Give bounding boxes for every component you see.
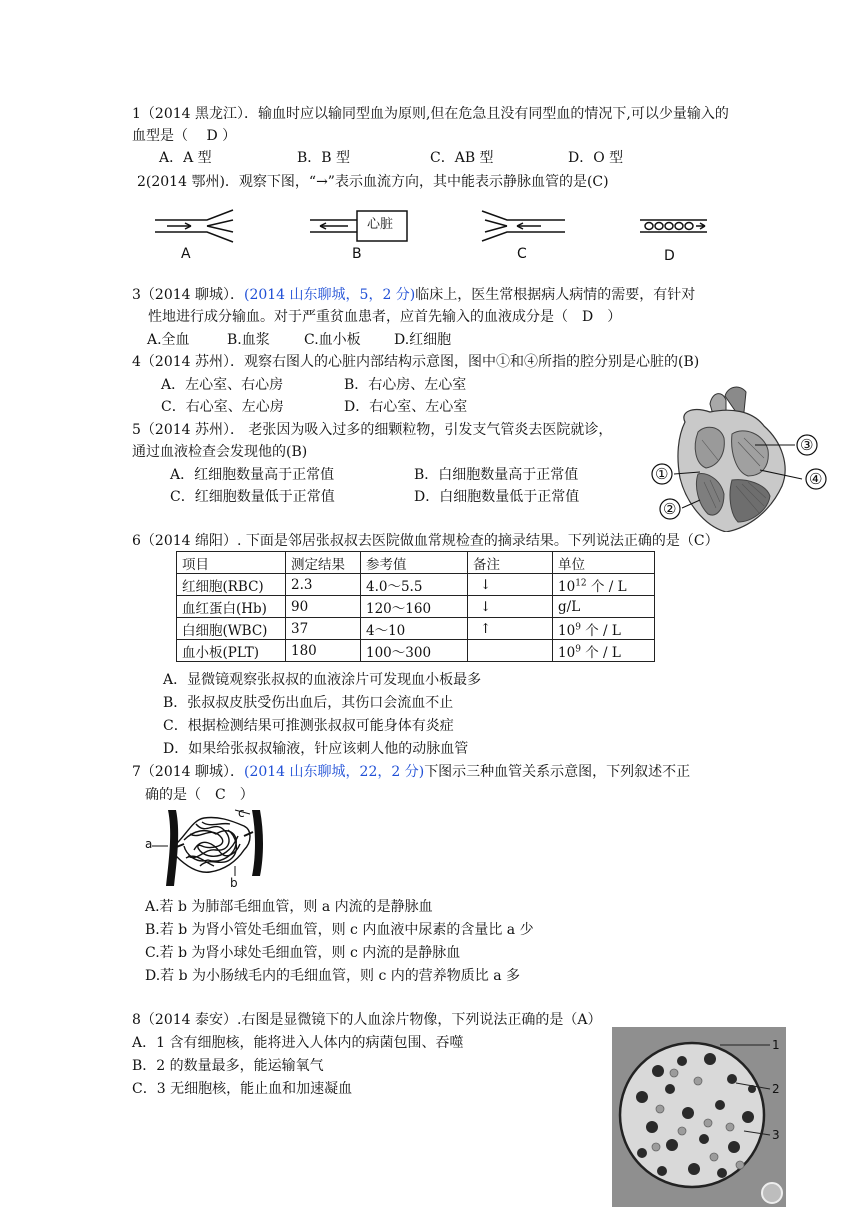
q2-label-a: A: [181, 246, 191, 262]
table-cell-unit: [553, 618, 655, 640]
table-cell-ref: 100～300: [361, 640, 468, 662]
table-row: [177, 640, 655, 662]
vessel-c-shape: [482, 211, 565, 241]
heart-label-4: ④: [809, 470, 823, 488]
q8-option-c: C．3 无细胞核，能止血和加速凝血: [132, 1081, 353, 1097]
blood-test-table: [176, 551, 655, 662]
q8-option-b: B．2 的数量最多，能运输氧气: [132, 1058, 324, 1074]
q5-option-a: A．红细胞数量高于正常值: [170, 467, 335, 483]
q7-fig-label-c: c: [238, 806, 245, 820]
q7-fig-label-a: a: [145, 837, 153, 851]
table-cell-note: [468, 640, 553, 662]
q7-prefix: 7（2014 聊城）．: [132, 764, 244, 780]
table-cell-unit: [553, 574, 655, 596]
table-cell-result: 90: [286, 596, 361, 618]
q7-stem-rest: 下图示三种血管关系示意图，下列叙述不正: [424, 764, 691, 780]
table-header: 参考值: [361, 552, 468, 574]
q1-stem-line1: 1（2014 黑龙江）．输血时应以输同型血为原则,但在危急且没有同型血的情况下,可以少量输入的: [132, 106, 729, 122]
table-cell-unit: [553, 640, 655, 662]
q2-stem: 2(2014 鄂州)．观察下图，“→”表示血流方向，其中能表示静脉血管的是(C): [137, 174, 609, 190]
vessel-d-shape: [640, 220, 707, 232]
table-cell-item: 血红蛋白(Hb): [177, 596, 286, 618]
q3-option-a: A.全血: [147, 332, 190, 348]
table-cell-unit: [553, 596, 655, 618]
q5-stem-line1: 5（2014 苏州）． 老张因为吸入过多的细颗粒物，引发支气管炎去医院就诊，: [132, 422, 613, 438]
q8-fig-label-1: 1: [772, 1038, 780, 1052]
q6-option-a: A．显微镜观察张叔叔的血液涂片可发现血小板最多: [163, 672, 482, 688]
q7-fig-label-b: b: [230, 876, 238, 890]
table-cell-item: 白细胞(WBC): [177, 618, 286, 640]
table-row: [177, 618, 655, 640]
q2-label-b: B: [352, 246, 362, 262]
capillary-network: [174, 817, 250, 872]
unit-rest: 个 / L: [590, 578, 627, 595]
table-cell-result: 2.3: [286, 574, 361, 596]
unit-exponent: 9: [575, 622, 581, 632]
q5-stem-line2: 通过血液检查会发现他的(B): [132, 444, 308, 460]
q7-option-d: D.若 b 为小肠绒毛内的毛细血管，则 c 内的营养物质比 a 多: [145, 968, 521, 984]
q2-vessel-figure: [145, 208, 725, 266]
q5-option-b: B．白细胞数量高于正常值: [414, 467, 579, 483]
unit-rest: 个 / L: [585, 622, 621, 639]
q3-option-c: C.血小板: [304, 332, 361, 348]
table-cell-ref: 120～160: [361, 596, 468, 618]
q3-option-d: D.红细胞: [394, 332, 452, 348]
unit-base: 10: [558, 644, 576, 661]
q2-label-d: D: [664, 248, 675, 264]
q7-blood-vessel-figure: [140, 806, 280, 890]
table-cell-item: 血小板(PLT): [177, 640, 286, 662]
q3-prefix: 3（2014 聊城）．: [132, 287, 244, 303]
blood-smear-micrograph: [612, 1027, 786, 1207]
table-cell-result: 37: [286, 618, 361, 640]
heart-box-label: 心脏: [367, 217, 394, 232]
unit-base: 10: [558, 578, 576, 595]
q8-option-a: A．1 含有细胞核，能将进入人体内的病菌包围、吞噬: [132, 1035, 464, 1051]
table-cell-note: ↓: [468, 596, 553, 618]
table-cell-result: 180: [286, 640, 361, 662]
q1-option-d: D．O 型: [568, 150, 624, 166]
q1-stem-line2: 血型是（ D ）: [132, 128, 237, 144]
table-cell-note: ↓: [468, 574, 553, 596]
q7-source: (2014 山东聊城，22，2 分): [244, 764, 425, 780]
q8-fig-label-2: 2: [772, 1082, 780, 1096]
q7-stem-line2: 确的是（ C ）: [145, 787, 254, 803]
unit-base: 10: [558, 622, 576, 639]
table-header: 备注: [468, 552, 553, 574]
q6-option-d: D．如果给张叔叔输液，针应该刺人他的动脉血管: [163, 741, 469, 757]
q8-stem: 8（2014 泰安）.右图是显微镜下的人血涂片物像，下列说法正确的是（A）: [132, 1012, 602, 1028]
q3-stem-line1: [132, 285, 695, 305]
table-header: 项目: [177, 552, 286, 574]
table-row: [177, 596, 655, 618]
q1-option-c: C．AB 型: [430, 150, 494, 166]
q5-option-d: D．白细胞数量低于正常值: [414, 489, 580, 505]
q3-stem-rest: 临床上，医生常根据病人病情的需要，有针对: [415, 287, 696, 303]
unit-exponent: 9: [575, 644, 581, 654]
q4-option-a: A．左心室、右心房: [161, 377, 284, 393]
q7-stem-line1: [132, 762, 690, 782]
q7-option-a: A.若 b 为肺部毛细血管，则 a 内流的是静脉血: [145, 899, 433, 915]
q3-source: (2014 山东聊城，5，2 分): [244, 287, 416, 303]
q1-option-b: B．B 型: [297, 150, 351, 166]
table-cell-ref: 4.0～5.5: [361, 574, 468, 596]
unit-rest: 个 / L: [585, 644, 621, 661]
table-cell-item: 红细胞(RBC): [177, 574, 286, 596]
unit-exponent: 12: [575, 578, 587, 588]
table-cell-ref: 4～10: [361, 618, 468, 640]
table-row: [177, 574, 655, 596]
q3-option-b: B.血浆: [227, 332, 270, 348]
q4-option-d: D．右心室、左心室: [344, 399, 468, 415]
table-header: 测定结果: [286, 552, 361, 574]
table-header-row: [177, 552, 655, 574]
q5-option-c: C．红细胞数量低于正常值: [170, 489, 335, 505]
unit-base: g/L: [558, 598, 581, 615]
q6-stem: 6（2014 绵阳）. 下面是邻居张叔叔去医院做血常规检查的摘录结果。下列说法正确的是（C）: [132, 533, 719, 549]
q7-option-b: B.若 b 为肾小管处毛细血管，则 c 内血液中尿素的含量比 a 少: [145, 922, 534, 938]
q2-label-c: C: [517, 246, 527, 262]
table-cell-note: ↑: [468, 618, 553, 640]
table-header: 单位: [553, 552, 655, 574]
heart-label-3: ③: [800, 436, 814, 454]
q3-stem-line2: 性地进行成分输血。对于严重贫血患者，应首先输入的血液成分是（ D ）: [148, 309, 622, 325]
heart-label-2: ②: [663, 500, 677, 518]
vessel-a-shape: [155, 210, 233, 242]
q6-option-b: B．张叔叔皮肤受伤出血后，其伤口会流血不止: [163, 695, 454, 711]
q4-option-c: C．右心室、左心房: [161, 399, 284, 415]
q8-fig-label-3: 3: [772, 1128, 780, 1142]
q6-option-c: C．根据检测结果可推测张叔叔可能身体有炎症: [163, 718, 454, 734]
q4-stem: 4（2014 苏州）．观察右图人的心脏内部结构示意图，图中①和④所指的腔分别是心脏的(B): [132, 354, 700, 370]
heart-label-1: ①: [655, 465, 669, 483]
q7-option-c: C.若 b 为肾小球处毛细血管，则 c 内流的是静脉血: [145, 945, 461, 961]
q4-option-b: B．右心房、左心室: [344, 377, 467, 393]
q1-option-a: A．A 型: [159, 150, 212, 166]
